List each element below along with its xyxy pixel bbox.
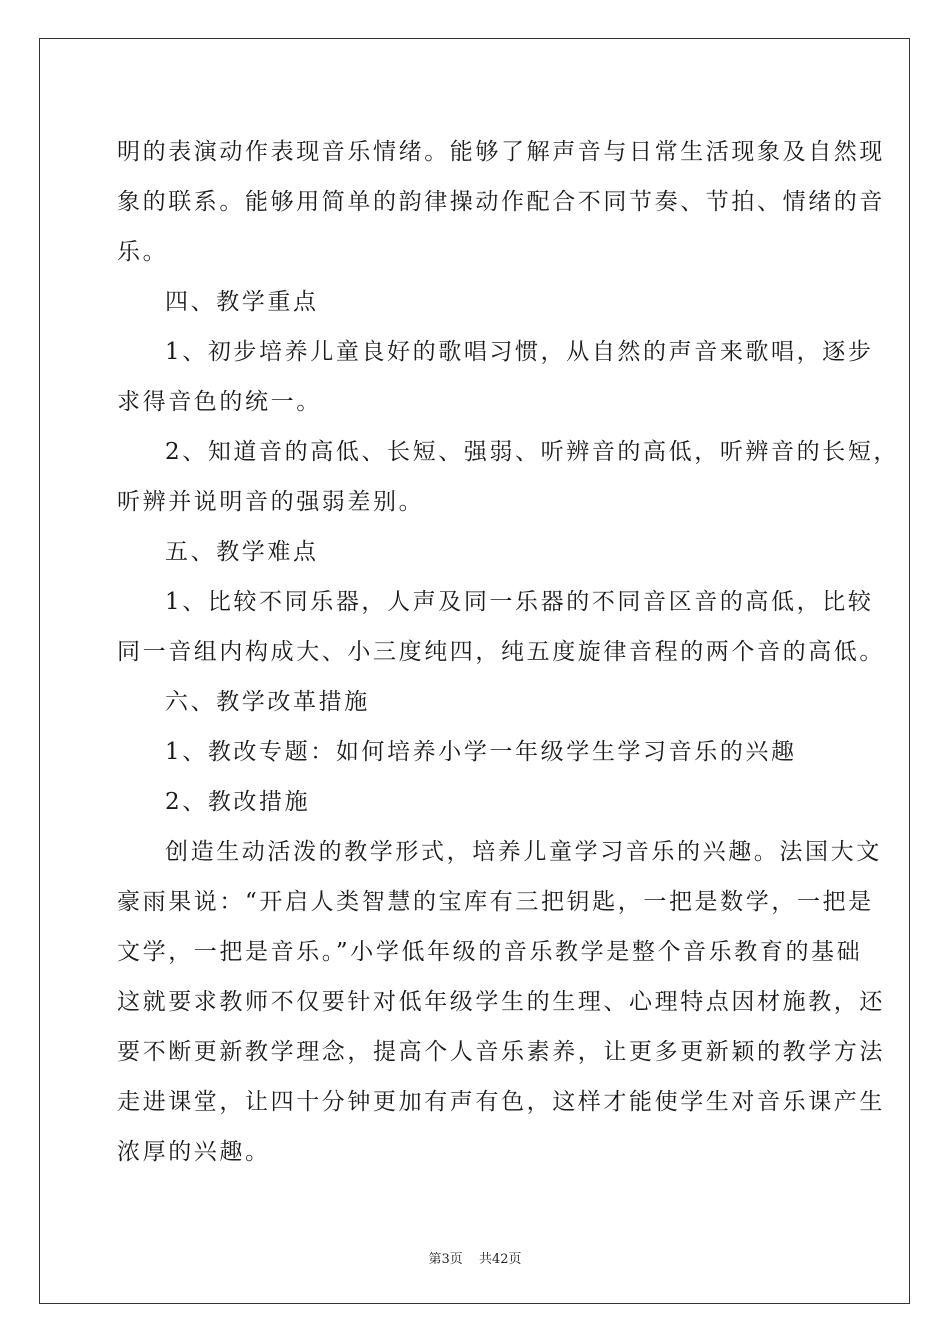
paragraph-line: 1、初步培养儿童良好的歌唱习惯，从自然的声音来歌唱，逐步: [165, 339, 874, 365]
paragraph-line: 2、知道音的高低、长短、强弱、听辨音的高低，听辨音的长短，: [165, 439, 900, 465]
page-footer: [0, 1248, 950, 1267]
paragraph-line: 听辨并说明音的强弱差别。: [117, 489, 425, 515]
paragraph-line: 同一音组内构成大、小三度纯四，纯五度旋律音程的两个音的高低。: [117, 639, 885, 665]
paragraph-line: 这就要求教师不仅要针对低年级学生的生理、心理特点因材施教，还: [117, 989, 885, 1015]
section-heading: 六、教学改革措施: [165, 689, 370, 715]
paragraph-line: 要不断更新教学理念，提高个人音乐素养，让更多更新颖的教学方法: [117, 1039, 885, 1065]
paragraph-line: 1、比较不同乐器，人声及同一乐器的不同音区音的高低，比较: [165, 589, 874, 615]
paragraph-line: 明的表演动作表现音乐情绪。能够了解声音与日常生活现象及自然现: [117, 139, 885, 165]
paragraph-line: 乐。: [117, 239, 169, 265]
paragraph-line: 求得音色的统一。: [117, 389, 322, 415]
paragraph-line: 走进课堂，让四十分钟更加有声有色，这样才能使学生对音乐课产生: [117, 1089, 885, 1115]
document-body: [117, 127, 900, 1177]
section-heading: 五、教学难点: [165, 539, 319, 565]
section-heading: 四、教学重点: [165, 289, 319, 315]
paragraph-line: 象的联系。能够用简单的韵律操动作配合不同节奏、节拍、情绪的音: [117, 189, 885, 215]
paragraph-line: 文学，一把是音乐。”小学低年级的音乐教学是整个音乐教育的基础: [117, 939, 863, 965]
page-total: 共42页: [478, 1252, 522, 1267]
paragraph-line: 豪雨果说：“开启人类智慧的宝库有三把钥匙，一把是数学，一把是: [117, 889, 874, 915]
paragraph-line: 创造生动活泼的教学形式，培养儿童学习音乐的兴趣。法国大文: [165, 839, 882, 865]
paragraph-line: 1、教改专题：如何培养小学一年级学生学习音乐的兴趣: [165, 739, 797, 765]
paragraph-line: 浓厚的兴趣。: [117, 1139, 271, 1165]
paragraph-line: 2、教改措施: [165, 789, 311, 815]
page-number: 第3页: [428, 1252, 463, 1267]
